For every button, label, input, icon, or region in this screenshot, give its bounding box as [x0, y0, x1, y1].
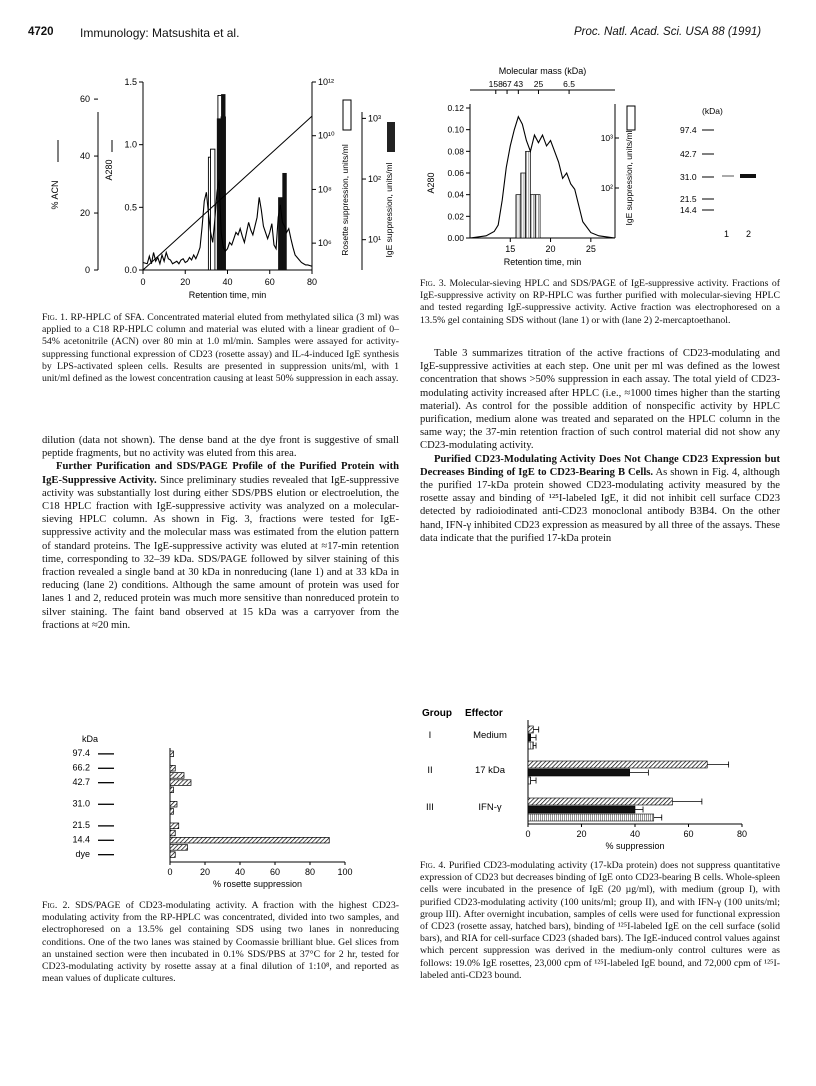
right-paragraph-2-heading: Purified CD23-Modulating Activity Does Not Change CD23 Expression but Decreases Binding of IgE to CD23-Bearing B Cells.	[420, 453, 780, 478]
left-paragraph-2	[42, 460, 399, 632]
fig1-rosette-label: Rosette suppression, units/ml	[340, 144, 350, 256]
fig3-gel-kda-label: (kDa)	[702, 106, 723, 116]
fig2-marker-label: 31.0	[72, 798, 90, 809]
page-number: 4720	[28, 26, 54, 38]
fig3-gel-marker-label: 21.5	[680, 194, 697, 204]
fig1-acn-label: % ACN	[50, 180, 60, 210]
right-paragraph-2-body: As shown in Fig. 4, although the purified 17-kDa protein showed CD23-modulating activity measured by the rosette assay and binding of ¹²⁵I-labeled IgE, it did not inhibit cell surface CD23 detected by radioiodinated anti-CD23 monoclonal antibody B3B4. On the other hand, IFN-γ inhibited CD23 expression as measured by all three of the assays. These data indicate that the purified 17-kDa protein	[420, 466, 780, 544]
fig1-rosette-tick-label: 10⁸	[318, 184, 332, 195]
fig1-a280-tick-label: 0.0	[124, 265, 137, 275]
fig3-right-tick-label: 10²	[600, 183, 613, 193]
fig4-group-label: III	[426, 802, 434, 813]
fig4-bar	[528, 769, 630, 776]
fig3-y-tick-label: 0.06	[447, 168, 464, 178]
fig3-top-tick-label: 158	[488, 79, 503, 89]
fig3-ige-bar	[526, 151, 531, 238]
fig2-x-tick-label: 0	[167, 867, 173, 877]
fig4-bar	[528, 726, 533, 733]
fig1-x-tick-label: 40	[222, 277, 233, 287]
fig1-ige-legend-box	[387, 122, 395, 152]
fig3-y-tick-label: 0.02	[447, 211, 464, 222]
fig4-bar	[528, 806, 635, 813]
fig4-group-header: Group	[422, 708, 452, 719]
fig2-x-tick-label: 60	[269, 867, 281, 877]
fig4-effector-label: IFN-γ	[478, 802, 502, 813]
fig2-marker-label: 42.7	[72, 776, 90, 787]
fig4-bar	[528, 798, 672, 805]
fig4-x-tick-label: 80	[736, 829, 748, 839]
fig4-caption-text: Purified CD23-modulating activity (17-kDa protein) does not suppress quantitative expression of CD23 but decreases binding of IgE onto CD23-bearing B cells. Whole-spleen cells were incubated in the presence of IgE (20 µg/ml), with medium (group I), with purified CD23-modulating activity (100 units/ml; group II), and with IFN-γ (100 units/ml; group III). After overnight incubation, samples of cells were used for functional expression of CD23 (rosette assay, hatched bars), binding of ¹²⁵I-labeled IgE on the cell surface (solid bars), and RIA for cell-surface CD23 (shaded bars). The IgE-induced control values against which percent suppression was derived in the medium-only control cultures were as follows: 19.0% IgE rosettes, 23,000 cpm of ¹²⁵I-labeled IgE bound, and 72,000 cpm of ¹²⁵I-labeled anti-CD23 bound.	[420, 860, 780, 981]
fig3-top-label: Molecular mass (kDa)	[498, 66, 587, 76]
fig1-acn-tick-label: 40	[79, 151, 90, 162]
running-title: Immunology: Matsushita et al.	[80, 26, 240, 40]
fig4-bar	[528, 761, 707, 768]
fig4-x-tick-label: 40	[629, 829, 641, 839]
fig2-caption-label: Fig. 2.	[42, 900, 70, 911]
fig4-group-label: II	[427, 765, 433, 776]
fig4-bar	[528, 734, 531, 741]
fig4-bar	[528, 777, 531, 784]
right-paragraph-2	[420, 453, 780, 545]
fig2-bar	[170, 787, 174, 793]
fig4-group-label: I	[428, 730, 432, 741]
fig3-lane-label: 1	[724, 229, 730, 239]
right-paragraph-1: Table 3 summarizes titration of the active fractions of CD23-modulating and IgE-suppressive activities at each step. One unit per ml was defined as the lowest concentration that shows >50% suppression in each assay. The total yield of CD23-modulating activity increased after HPLC (i.e., ≈1000 times higher than the starting material). As control for the possible addition of nonspecific activity by HPLC purification, medium alone was treated and separated on the HPLC column in the same way; the 37-min retention fraction of such control material did not show any CD23-modulating activity.	[420, 348, 780, 452]
fig2-x-tick-label: 20	[199, 867, 211, 877]
fig3-a280-trace	[470, 117, 615, 238]
fig3-gel-band-lane2	[740, 174, 756, 178]
fig2-caption-text: SDS/PAGE of CD23-modulating activity. A fraction with the highest CD23-modulating activity from the RP-HPLC was concentrated, divided into two samples, and electrophoresed on a 13.5% gel containing SDS using two lanes in nonreducing conditions. One of the two lanes was stained by Coomassie brilliant blue. Gel slices from an unstained section were then incubated in 0.1% SDS/PBS at 37°C for 2 hr, tested for CD23-modulating activity by rosette assay at a final dilution of 1:10⁸, and reported as mean values of duplicate cultures.	[42, 900, 399, 985]
fig2-marker-label: dye	[75, 848, 90, 859]
fig3-x-label: Retention time, min	[503, 257, 582, 267]
fig1-acn-tick-label: 60	[79, 94, 90, 105]
fig1-ige-tick-label: 10¹	[368, 234, 382, 245]
fig4-caption	[420, 860, 780, 982]
fig2-chart	[42, 730, 372, 890]
fig1-ige-bar	[282, 173, 286, 270]
fig4-x-label: % suppression	[605, 841, 665, 851]
fig1-rosette-legend-box	[343, 100, 351, 130]
fig1-chart	[28, 62, 400, 302]
fig1-rosette-tick-label: 10⁶	[318, 238, 332, 249]
fig2-marker-label: 21.5	[72, 820, 90, 831]
fig3-ige-bar	[521, 173, 526, 238]
fig2-x-tick-label: 40	[234, 867, 246, 877]
fig2-marker-label: 97.4	[72, 748, 90, 759]
fig1-ige-label: IgE suppression, units/ml	[384, 162, 394, 258]
fig2-bar	[170, 837, 329, 843]
fig3-y-tick-label: 0.12	[447, 103, 464, 113]
fig3-y-tick-label: 0.04	[447, 189, 464, 200]
fig3-x-tick-label: 20	[545, 244, 556, 254]
left-paragraph-2-body: Since preliminary studies revealed that IgE-suppressive activity was substantially lost during either SDS/PBS elution or electroelution, the C18 HPLC fraction with IgE-suppressive activity was analyzed on a molecular-sieving HPLC column. As shown in Fig. 3, fractions were tested for IgE-suppressive activity and the molecular mass was estimated from the elution pattern of standard proteins. The IgE-suppressive activity was eluted at ≈17-min retention time, corresponding to 32–39 kDa. SDS/PAGE followed by silver staining of this fraction revealed a single band at 30 kDa in nonreducing (lane 1) and at 33 kDa in reducing (lane 2) conditions. Although the same amount of protein was used for lanes 1 and 2, reduced protein was much more sensitive than nonreduced protein to silver staining. The faint band observed at 15 kDa was a carryover from the fractions at ≈20 min.	[42, 474, 399, 631]
fig4-effector-label: Medium	[473, 730, 507, 741]
fig3-top-tick-label: 67	[502, 79, 512, 89]
fig1-a280-tick-label: 1.5	[124, 77, 137, 87]
fig1-ige-tick-label: 10³	[368, 113, 382, 124]
fig2-bar	[170, 809, 174, 815]
fig2-bar	[170, 830, 175, 836]
fig1-ige-bar	[217, 118, 221, 270]
fig1-rosette-tick-label: 10¹⁰	[318, 130, 335, 141]
fig2-bar	[170, 751, 174, 757]
fig3-gel-marker-label: 97.4	[680, 125, 697, 135]
fig3-gel-marker-label: 31.0	[680, 172, 697, 182]
fig3-gel-marker-label: 14.4	[680, 205, 697, 215]
fig2-marker-label: 66.2	[72, 762, 90, 773]
fig2-x-tick-label: 80	[304, 867, 316, 877]
fig3-right-tick-label: 10³	[600, 133, 613, 143]
fig1-x-tick-label: 60	[264, 277, 275, 287]
fig3-caption-text: Molecular-sieving HPLC and SDS/PAGE of IgE-suppressive activity. Fractions of IgE-suppressive activity on RP-HPLC was further purified with molecular-sieving HPLC and tested regarding IgE-suppressive activity. Active fraction was electrophoresed on a 13.5% gel containing SDS without (lane 1) or with (lane 2) 2-mercaptoethanol.	[420, 278, 780, 326]
fig3-ige-bar	[530, 195, 535, 238]
left-paragraph-2-heading: Further Purification and SDS/PAGE Profile of the Purified Protein with IgE-Suppressive Activity.	[42, 461, 399, 486]
fig3-chart	[418, 62, 778, 272]
fig2-bar	[170, 852, 175, 858]
fig1-a280-label: A280	[104, 159, 114, 181]
fig2-caption	[42, 900, 399, 985]
fig4-chart	[420, 704, 770, 854]
fig3-right-label: IgE suppression, units/ml	[624, 130, 634, 226]
fig3-top-tick-label: 43	[513, 79, 524, 89]
fig3-lane-label: 2	[746, 229, 752, 239]
left-body-text	[42, 434, 399, 632]
fig1-acn-tick-label: 20	[79, 208, 90, 219]
fig1-x-tick-label: 20	[180, 277, 191, 287]
fig3-top-tick-label: 25	[533, 79, 544, 89]
fig3-ige-bar	[535, 195, 540, 238]
fig4-effector-label: 17 kDa	[474, 765, 506, 776]
fig4-x-tick-label: 20	[576, 829, 587, 839]
journal-header: Proc. Natl. Acad. Sci. USA 88 (1991)	[574, 26, 762, 38]
fig1-x-tick-label: 80	[306, 277, 318, 287]
fig1-caption	[42, 312, 399, 385]
fig2-x-tick-label: 100	[337, 867, 353, 877]
fig3-y-tick-label: 0.08	[447, 146, 464, 157]
fig1-x-tick-label: 0	[140, 277, 146, 287]
fig4-caption-label: Fig. 4.	[420, 860, 446, 871]
fig3-x-tick-label: 25	[585, 244, 596, 254]
fig2-bar	[170, 823, 179, 829]
fig2-kda-label: kDa	[82, 734, 99, 744]
fig2-bar	[170, 773, 184, 779]
fig1-rosette-tick-label: 10¹²	[318, 77, 335, 87]
fig1-ige-tick-label: 10²	[368, 174, 382, 185]
fig2-bar	[170, 845, 188, 851]
fig4-x-tick-label: 60	[683, 829, 694, 839]
fig3-caption-label: Fig. 3.	[420, 278, 447, 289]
fig2-x-label: % rosette suppression	[212, 879, 303, 889]
left-paragraph-1: dilution (data not shown). The dense band at the dye front is suggestive of small peptide fragments, but no activity was eluted from this area.	[42, 435, 399, 460]
fig3-y-tick-label: 0.00	[447, 233, 464, 243]
fig1-a280-tick-label: 0.5	[124, 202, 137, 213]
fig3-y-label: A280	[426, 172, 436, 194]
fig1-rosette-bar	[211, 149, 215, 270]
fig2-marker-label: 14.4	[72, 834, 90, 845]
fig1-acn-tick-label: 0	[84, 265, 90, 275]
fig4-bar	[528, 814, 654, 821]
fig1-x-label: Retention time, min	[188, 290, 267, 300]
fig3-right-legend-box	[627, 106, 635, 130]
fig2-bar	[170, 765, 175, 771]
right-body-text	[420, 347, 780, 545]
fig4-effector-header: Effector	[465, 708, 503, 719]
fig3-ige-bar	[516, 195, 521, 238]
fig3-caption	[420, 278, 780, 327]
fig4-x-tick-label: 0	[525, 829, 531, 839]
fig1-caption-text: RP-HPLC of SFA. Concentrated material eluted from methylated silica (3 ml) was applied to a C18 RP-HPLC column and material was eluted with a linear gradient of 0–54% acetonitrile (ACN) over 80 min at 1.0 ml/min. Samples were assayed for activity-suppressing functional expression of CD23 (rosette assay) and IL-4-induced IgE synthesis by LPS-activated spleen cells. Results are presented in suppression units/ml, with 1 unit/ml defined as the lowest concentration causing at least 50% suppression in each assay.	[42, 312, 399, 385]
fig4-bar	[528, 742, 533, 749]
fig3-y-tick-label: 0.10	[447, 124, 464, 135]
fig1-a280-tick-label: 1.0	[124, 139, 137, 150]
fig3-top-tick-label: 6.5	[563, 79, 575, 89]
fig1-caption-label: Fig. 1.	[42, 312, 68, 323]
fig2-bar	[170, 801, 177, 807]
fig3-gel-band-lane1	[722, 175, 734, 177]
fig2-bar	[170, 780, 191, 786]
fig3-gel-marker-label: 42.7	[680, 149, 697, 159]
fig3-x-tick-label: 15	[505, 244, 516, 254]
